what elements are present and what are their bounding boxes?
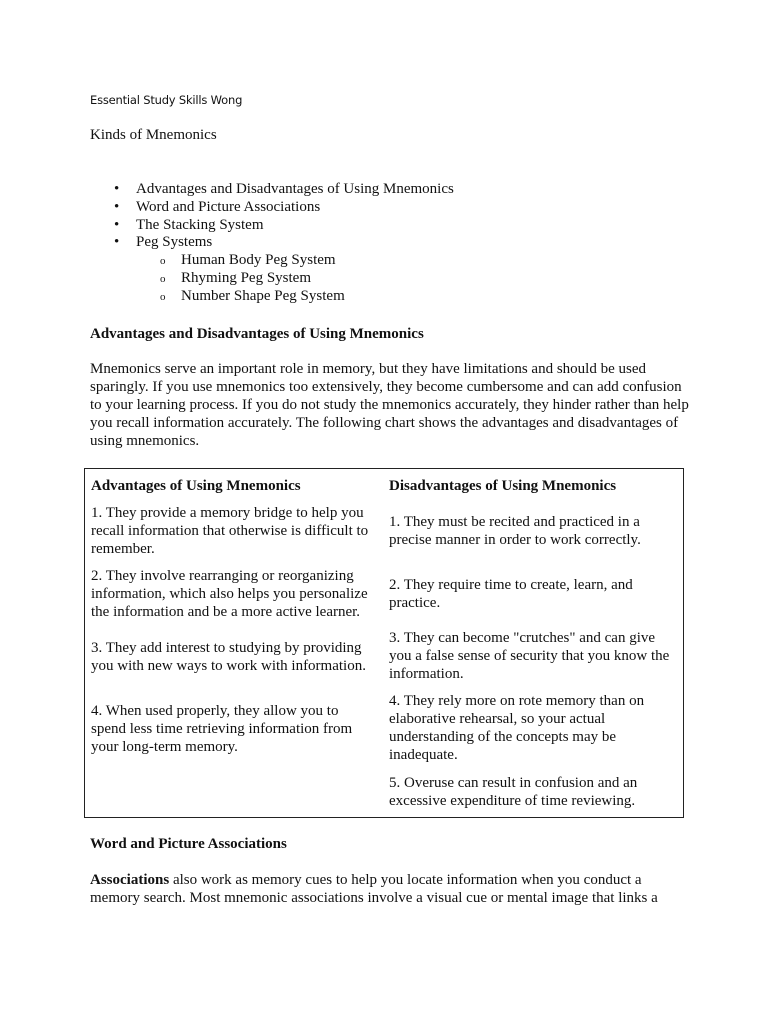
disadvantage-cell: 3. They can become "crutches" and can give you a false sense of security that you know the information. [389,630,670,682]
section-heading-advantages: Advantages and Disadvantages of Using Mnemonics [90,326,424,342]
sub-list-item: o Human Body Peg System [136,252,454,270]
disadvantage-cell: 1. They must be recited and practiced in a precise manner in order to work correctly. [389,514,641,548]
disadvantage-cell: 2. They require time to create, learn, and practice. [389,577,633,611]
comparison-table [84,468,684,818]
list-item: • The Stacking System [90,217,454,235]
associations-text: also work as memory cues to help you locate information when you conduct a memory search. Most mnemonic associations involve a visual cue or mental image that links a [90,872,658,906]
associations-paragraph [90,871,690,907]
list-item-label: Peg Systems [136,234,213,251]
sub-list [136,252,454,305]
advantage-cell: 1. They provide a memory bridge to help you recall information that otherwise is difficult to remember. [91,505,369,557]
sub-list-item: o Rhyming Peg System [136,270,454,288]
section-heading-associations: Word and Picture Associations [90,836,287,852]
advantage-cell: 2. They involve rearranging or reorganizing information, which also helps you personalize the information and be a more active learner. [91,568,368,620]
advantages-header: Advantages of Using Mnemonics [91,478,301,494]
advantage-cell: 3. They add interest to studying by providing you with new ways to work with information. [91,640,366,674]
intro-paragraph: Mnemonics serve an important role in memory, but they have limitations and should be used sparingly. If you use mnemonics too extensively, they become cumbersome and can add confusion to your learning process. If you do not study the mnemonics accurately, they hinder rather than help you recall information accurately. The following chart shows the advantages and disadvantages of using mnemonics. [90,361,689,449]
list-item: • Word and Picture Associations [90,199,454,217]
disadvantages-header: Disadvantages of Using Mnemonics [389,478,617,494]
advantage-cell: 4. When used properly, they allow you to spend less time retrieving information from your long-term memory. [91,703,353,755]
sub-list-item: o Number Shape Peg System [136,288,454,306]
disadvantage-cell: 4. They rely more on rote memory than on elaborative rehearsal, so your actual understanding of the concepts may be inadequate. [389,693,645,763]
associations-lead-word: Associations [90,872,170,888]
running-header: Essential Study Skills Wong [90,93,243,107]
disadvantage-cell: 5. Overuse can result in confusion and an excessive expenditure of time reviewing. [389,775,638,809]
topic-list [90,181,454,306]
list-item: • Advantages and Disadvantages of Using Mnemonics [90,181,454,199]
document-title: Kinds of Mnemonics [90,127,217,143]
list-item [90,234,454,305]
